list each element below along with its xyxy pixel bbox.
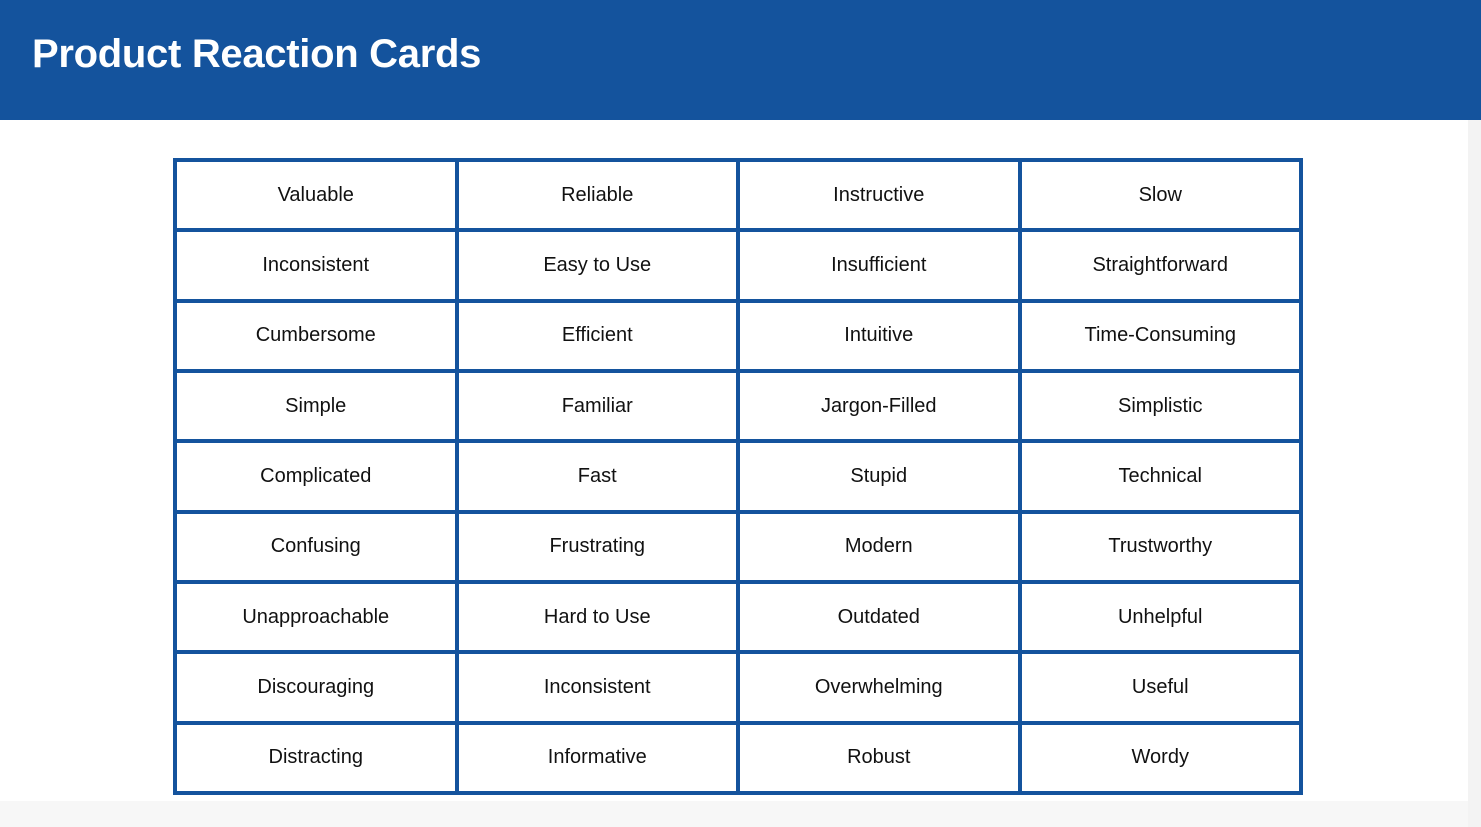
page-title: Product Reaction Cards — [32, 32, 482, 76]
reaction-card[interactable]: Robust — [740, 725, 1018, 791]
reaction-card[interactable]: Fast — [459, 443, 737, 509]
right-edge — [1468, 120, 1481, 827]
reaction-card[interactable]: Instructive — [740, 162, 1018, 228]
bottom-band — [0, 801, 1481, 827]
reaction-card[interactable]: Insufficient — [740, 232, 1018, 298]
reaction-card[interactable]: Time-Consuming — [1022, 303, 1300, 369]
reaction-card[interactable]: Easy to Use — [459, 232, 737, 298]
page-header — [0, 0, 1481, 120]
reaction-card[interactable]: Simple — [177, 373, 455, 439]
reaction-card[interactable]: Jargon-Filled — [740, 373, 1018, 439]
reaction-card[interactable]: Efficient — [459, 303, 737, 369]
reaction-card[interactable]: Inconsistent — [459, 654, 737, 720]
reaction-card[interactable]: Reliable — [459, 162, 737, 228]
reaction-card[interactable]: Frustrating — [459, 514, 737, 580]
reaction-card[interactable]: Slow — [1022, 162, 1300, 228]
reaction-cards-grid — [173, 158, 1303, 795]
reaction-card[interactable]: Technical — [1022, 443, 1300, 509]
reaction-card[interactable]: Stupid — [740, 443, 1018, 509]
reaction-card[interactable]: Valuable — [177, 162, 455, 228]
reaction-card[interactable]: Outdated — [740, 584, 1018, 650]
reaction-card[interactable]: Overwhelming — [740, 654, 1018, 720]
reaction-card[interactable]: Simplistic — [1022, 373, 1300, 439]
reaction-card[interactable]: Cumbersome — [177, 303, 455, 369]
reaction-card[interactable]: Unhelpful — [1022, 584, 1300, 650]
reaction-card[interactable]: Informative — [459, 725, 737, 791]
reaction-card[interactable]: Hard to Use — [459, 584, 737, 650]
reaction-card[interactable]: Straightforward — [1022, 232, 1300, 298]
reaction-card[interactable]: Wordy — [1022, 725, 1300, 791]
reaction-card[interactable]: Discouraging — [177, 654, 455, 720]
reaction-card[interactable]: Intuitive — [740, 303, 1018, 369]
reaction-card[interactable]: Useful — [1022, 654, 1300, 720]
reaction-card[interactable]: Unapproachable — [177, 584, 455, 650]
reaction-card[interactable]: Confusing — [177, 514, 455, 580]
reaction-card[interactable]: Trustworthy — [1022, 514, 1300, 580]
reaction-card[interactable]: Modern — [740, 514, 1018, 580]
reaction-card[interactable]: Inconsistent — [177, 232, 455, 298]
reaction-card[interactable]: Distracting — [177, 725, 455, 791]
reaction-card[interactable]: Complicated — [177, 443, 455, 509]
reaction-card[interactable]: Familiar — [459, 373, 737, 439]
